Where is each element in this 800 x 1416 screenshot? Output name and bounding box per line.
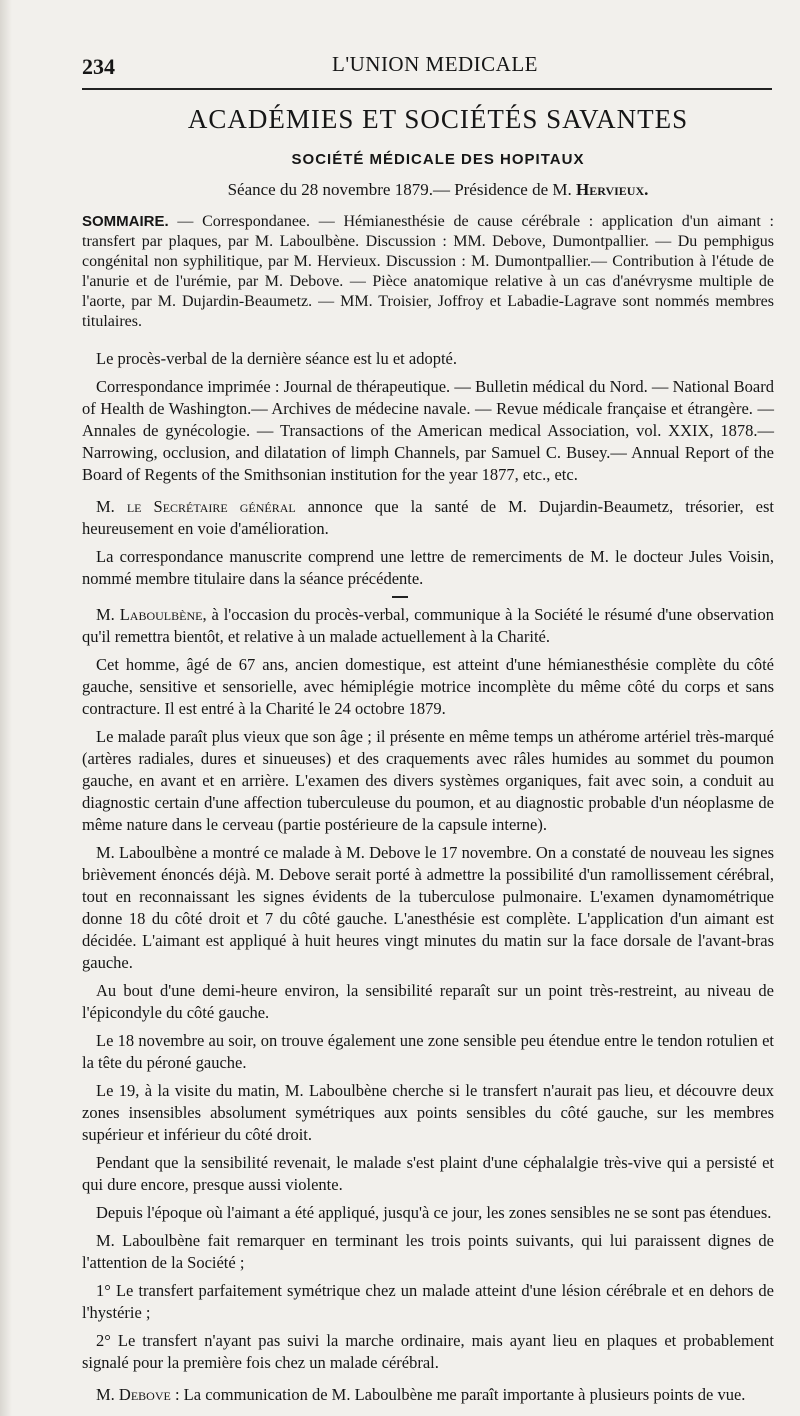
paragraph: Le procès-verbal de la dernière séance est lu et adopté. (96, 349, 457, 368)
paragraph (82, 604, 774, 648)
paragraph: Pendant que la sensibilité revenait, le malade s'est plaint d'une céphalalgie très-vive qui a persisté et qui dure encore, presque aussi violente. (82, 1153, 774, 1194)
paragraph: Le 18 novembre au soir, on trouve également une zone sensible peu étendue entre le tendon rotulien et la tête du péroné gauche. (82, 1031, 774, 1072)
paragraph: Le malade paraît plus vieux que son âge ; il présente en même temps un athérome artériel très-marqué (artères radiales, dures et sinueuses) et des craquements avec râles humides au sommet du poumon gauche, en avant et en arrière. L'examen des divers systèmes organiques, fait avec soin, a conduit au diagnostic certain d'une affection tuberculeuse du poumon, et au diagnostic probable d'un néoplasme de même nature dans le cerveau (partie postérieure de la capsule interne). (82, 727, 774, 834)
paragraph: Le 19, à la visite du matin, M. Laboulbène cherche si le transfert n'aurait pas lieu, et découvre deux zones insensibles absolument symétriques aux points sensibles du côté gauche, sur les membres supérieur et inférieur du côté droit. (82, 1081, 774, 1144)
speaker-name: M. Laboulbène (96, 605, 203, 624)
paragraph: Cet homme, âgé de 67 ans, ancien domestique, est atteint d'une hémianesthésie complète du côté gauche, sensitive et sensorielle, avec hémiplégie motrice incomplète du même côté du corps et sans contracture. Il est entré à la Charité le 24 octobre 1879. (82, 655, 774, 718)
header-rule (82, 88, 772, 90)
page-edge-shadow (0, 0, 12, 1416)
seance-date: Séance du 28 novembre 1879.— Présidence de M. (227, 180, 576, 199)
paragraph: La correspondance manuscrite comprend une lettre de remerciments de M. le docteur Jules Voisin, nommé membre titulaire dans la séance précédente. (82, 547, 774, 588)
speaker-name: M. le Secrétaire général (96, 497, 296, 516)
seance-president: Hervieux. (576, 180, 649, 199)
page-number: 234 (82, 54, 115, 79)
separator-rule (392, 596, 408, 598)
summary-text: — Correspondanee. — Hémianesthésie de cause cérébrale : application d'un aimant : transfert par plaques, par M. Laboulbène. Discussion : MM. Debove, Dumontpallier. — Du pemphigus congénital non syphilitique, par M. Hervieux. Discussion : M. Dumontpallier.— Contribution à l'étude de l'anurie et de l'urémie, par M. Debove. — Pièce anatomique relative à un cas d'anévrysme multiple de l'aorte, par M. Dujardin-Beaumetz. — MM. Troisier, Joffroy et Labadie-Lagrave sont nommés membres titulaires. (82, 213, 774, 330)
seance-line (82, 180, 774, 200)
paragraph: M. Laboulbène a montré ce malade à M. Debove le 17 novembre. On a constaté de nouveau les signes brièvement énoncés déjà. M. Debove serait porté à admettre la possibilité d'un ramollissement cérébral, tout en reconnaissant les signes évidents de la tuberculose pulmonaire. L'examen dynamométrique donne 18 du côté droit et 7 du côté gauche. L'anesthésie est complète. L'application d'un aimant est décidée. L'aimant est appliqué à huit heures vingt minutes du matin sur la face dorsale de l'avant-bras gauche. (82, 843, 774, 972)
section-title: ACADÉMIES ET SOCIÉTÉS SAVANTES (187, 104, 689, 134)
paragraph: M. Laboulbène fait remarquer en terminant les trois points suivants, qui lui paraissent dignes de l'attention de la Société ; (82, 1231, 774, 1272)
society-heading: SOCIÉTÉ MÉDICALE DES HOPITAUX (291, 151, 585, 168)
running-header (82, 46, 774, 82)
paragraph-text: annonce que la santé de M. Dujardin-Beaumetz, trésorier, est heureusement en voie d'amélioration. (82, 497, 774, 538)
article-body (82, 348, 774, 1406)
paragraph: Correspondance imprimée : Journal de thérapeutique. — Bulletin médical du Nord. — National Board of Health de Washington.— Archives de médecine navale. — Revue médicale française et étrangère. — Annales de gynécologie. — Transactions of the American medical Association, vol. XXIX, 1878.— Narrowing, occlusion, and dilatation of limph Channels, par Samuel C. Busey.— Annual Report of the Board of Regents of the Smithsonian institution for the year 1877, etc., etc. (82, 377, 774, 484)
summary-lead: SOMMAIRE. (82, 213, 169, 230)
paragraph-text: , à l'occasion du procès-verbal, communique à la Société le résumé d'une observation qu'il remettra bientôt, et relative à un malade actuellement à la Charité. (82, 605, 774, 646)
paragraph (82, 496, 774, 540)
paragraph: 2° Le transfert n'ayant pas suivi la marche ordinaire, mais ayant lieu en plaques et probablement signalé pour la première fois chez un malade cérébral. (82, 1331, 774, 1372)
paragraph-text: : La communication de M. Laboulbène me paraît importante à plusieurs points de vue. (170, 1385, 746, 1404)
paragraph: Depuis l'époque où l'aimant a été appliqué, jusqu'à ce jour, les zones sensibles ne se sont pas étendues. (96, 1203, 772, 1222)
paragraph (82, 1384, 774, 1406)
paragraph: Au bout d'une demi-heure environ, la sensibilité reparaît sur un point très-restreint, au niveau de l'épicondyle du côté gauche. (82, 981, 774, 1022)
speaker-name: M. Debove (96, 1385, 171, 1404)
summary-block (82, 212, 774, 332)
journal-title: L'UNION MEDICALE (332, 52, 539, 76)
paragraph: 1° Le transfert parfaitement symétrique chez un malade atteint d'une lésion cérébrale et en dehors de l'hystérie ; (82, 1281, 774, 1322)
